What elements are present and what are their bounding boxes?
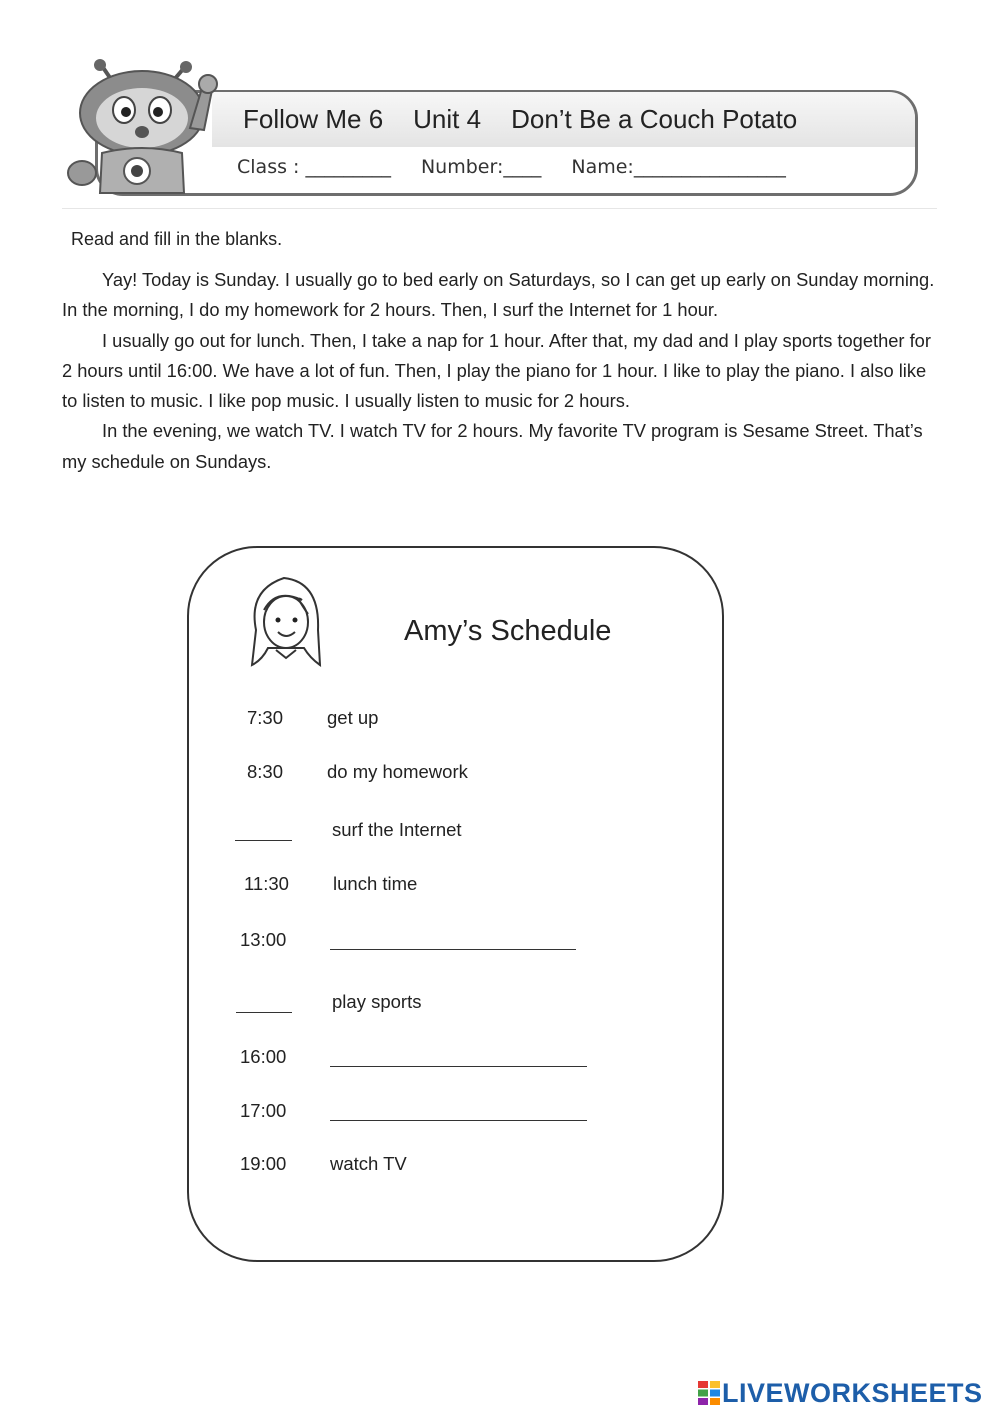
time-blank[interactable] <box>236 994 292 1018</box>
activity-blank[interactable] <box>330 931 576 955</box>
worksheet-title <box>243 104 827 135</box>
liveworksheets-logo-icon <box>698 1381 720 1405</box>
answer-line[interactable] <box>330 1102 587 1121</box>
schedule-activity: get up <box>327 707 379 728</box>
schedule-time: 11:30 <box>244 873 289 894</box>
answer-line[interactable] <box>236 994 292 1013</box>
schedule-time: 7:30 <box>247 707 284 728</box>
passage-paragraph: I usually go out for lunch. Then, I take a nap for 1 hour. After that, my dad and I play sports together for 2 hours until 16:00. We have a lot of fun. Then, I play the piano for 1 hour. I like to play the piano. I also like to listen to music. I like pop music. I usually listen to music for 2 hours. <box>62 329 931 412</box>
unit-title: Don’t Be a Couch Potato <box>511 104 798 134</box>
number-field[interactable]: Number:____ <box>420 156 542 178</box>
answer-line[interactable] <box>330 931 576 950</box>
reading-passage <box>62 265 942 477</box>
activity-blank[interactable] <box>330 1102 587 1126</box>
series-label: Follow Me 6 <box>243 104 384 134</box>
student-info-fields <box>237 156 816 178</box>
logo-wordmark: LIVEWORKSHEETS <box>722 1378 983 1408</box>
passage-paragraph: In the evening, we watch TV. I watch TV for 2 hours. My favorite TV program is Sesame Street. That’s my schedule on Sundays. <box>62 420 923 472</box>
activity-blank[interactable] <box>330 1048 587 1072</box>
schedule-title: Amy’s Schedule <box>404 615 612 647</box>
schedule-time: 19:00 <box>240 1153 287 1174</box>
unit-label: Unit 4 <box>413 104 482 134</box>
passage-paragraph: Yay! Today is Sunday. I usually go to bed early on Saturdays, so I can get up early on Sunday morning. In the morning, I do my homework for 2 hours. Then, I surf the Internet for 1 hour. <box>62 269 935 321</box>
schedule-time: 16:00 <box>240 1046 287 1067</box>
robot-mascot-icon <box>62 58 237 198</box>
schedule-activity: do my homework <box>327 761 468 782</box>
class-field[interactable]: Class : _________ <box>237 156 391 178</box>
name-field[interactable]: Name:________________ <box>571 156 786 178</box>
schedule-activity: watch TV <box>330 1153 407 1174</box>
instruction-text: Read and fill in the blanks. <box>71 229 283 249</box>
header-divider <box>62 208 937 209</box>
schedule-activity: lunch time <box>333 873 418 894</box>
schedule-activity: surf the Internet <box>332 819 462 840</box>
schedule-time: 13:00 <box>240 929 287 950</box>
schedule-time: 8:30 <box>247 761 284 782</box>
girl-face-icon <box>246 570 326 670</box>
schedule-activity: play sports <box>332 991 422 1012</box>
answer-line[interactable] <box>330 1048 587 1067</box>
time-blank[interactable] <box>235 822 292 846</box>
answer-line[interactable] <box>235 822 292 841</box>
schedule-time: 17:00 <box>240 1100 287 1121</box>
